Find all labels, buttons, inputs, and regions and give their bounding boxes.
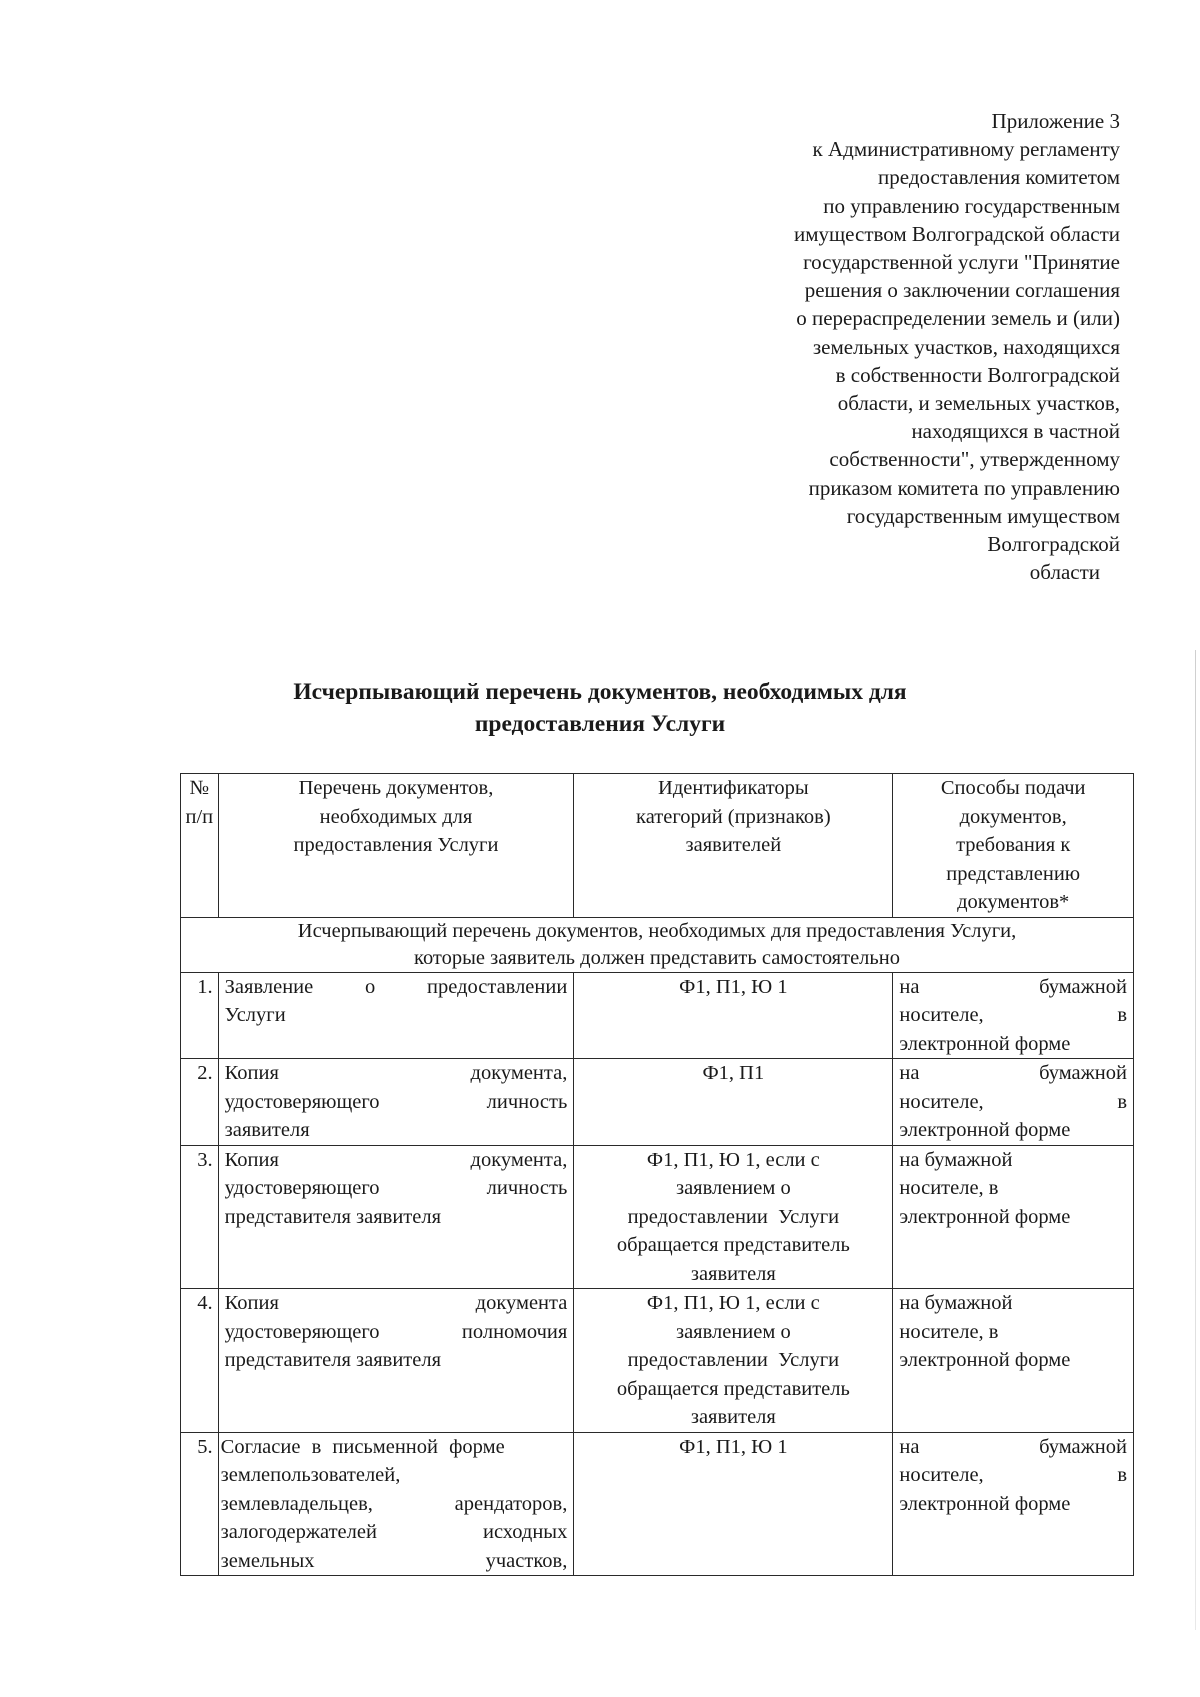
header-line: государственной услуги "Принятие xyxy=(803,250,1120,275)
identifier-line: Ф1, П1, Ю 1 xyxy=(679,1435,788,1458)
row-document-line: Услуги xyxy=(224,1004,286,1026)
word: полномочия xyxy=(461,1320,568,1343)
word: носителе, xyxy=(899,1464,984,1486)
submission-line: электронной форме xyxy=(899,1032,1071,1055)
header-text: Способы подачи xyxy=(940,777,1086,799)
identifier-line: Ф1, П1, Ю 1, если с xyxy=(646,1292,820,1314)
header-line: по управлению государственным xyxy=(823,193,1120,218)
word: Заявление xyxy=(224,975,314,998)
word: удостоверяющего xyxy=(224,1177,380,1199)
appendix-header xyxy=(700,107,1120,586)
scan-edge-line xyxy=(1195,650,1196,1630)
submission-line: электронной форме xyxy=(899,1205,1071,1228)
submission-line xyxy=(899,1433,1127,1462)
header-text: заявителей xyxy=(685,834,782,856)
row-identifiers xyxy=(574,1059,893,1146)
header-text: необходимых для xyxy=(319,805,473,828)
submission-line: носителе, в xyxy=(899,1177,999,1199)
word: о xyxy=(365,975,376,998)
section-row xyxy=(181,917,1134,972)
submission-line xyxy=(899,1088,1127,1117)
identifier-line: Ф1, П1, Ю 1 xyxy=(679,975,788,998)
row-document-line xyxy=(225,1289,568,1318)
word: бумажной xyxy=(1039,1435,1127,1458)
submission-line: носителе, в xyxy=(899,1320,999,1343)
title-line-1: Исчерпывающий перечень документов, необходимых для xyxy=(293,679,907,705)
row-number: 1. xyxy=(181,972,219,1059)
row-document-line xyxy=(225,1318,568,1347)
header-text: документов, xyxy=(959,805,1067,828)
word: документа xyxy=(475,1292,568,1314)
header-submission-ways xyxy=(893,774,1134,918)
word: бумажной xyxy=(1039,1062,1127,1084)
header-text: № xyxy=(189,777,210,799)
title-line-2: предоставления Услуги xyxy=(474,711,726,737)
row-document-line xyxy=(221,1433,568,1462)
row-document-line: заявителя xyxy=(224,1119,310,1141)
row-document-line xyxy=(225,1174,568,1203)
word: документа, xyxy=(470,1062,568,1084)
table-row xyxy=(181,1145,1134,1289)
word: Копия xyxy=(224,1292,279,1314)
section-line: Исчерпывающий перечень документов, необходимых для предоставления Услуги, xyxy=(297,919,1017,942)
word: залогодержателей xyxy=(220,1521,377,1543)
word: личность xyxy=(486,1177,568,1199)
identifier-line: заявителя xyxy=(690,1262,776,1285)
section-line: которые заявитель должен представить самостоятельно xyxy=(414,946,900,969)
submission-line xyxy=(899,1001,1127,1030)
row-document xyxy=(218,1432,574,1576)
word: удостоверяющего xyxy=(224,1320,380,1343)
word: на xyxy=(899,1062,920,1084)
identifier-line: заявлением о xyxy=(675,1177,791,1199)
row-document xyxy=(218,1289,574,1433)
header-num xyxy=(181,774,219,918)
identifier-line: Ф1, П1, Ю 1, если с xyxy=(646,1148,820,1171)
header-line: государственным имуществом xyxy=(846,503,1120,528)
table-row xyxy=(181,1432,1134,1576)
header-text: п/п xyxy=(185,805,214,828)
header-text: Идентификаторы xyxy=(658,777,809,799)
word: на xyxy=(899,1435,920,1458)
word: исходных xyxy=(482,1521,568,1543)
row-identifiers xyxy=(574,1145,893,1289)
word: участков, xyxy=(485,1549,568,1572)
submission-line xyxy=(899,1461,1127,1490)
header-text: предоставления Услуги xyxy=(293,834,499,856)
identifier-line: предоставлении Услуги xyxy=(627,1349,840,1371)
header-line: собственности", утвержденному xyxy=(829,447,1120,472)
header-line: приказом комитета по управлению xyxy=(808,475,1120,500)
identifier-line: предоставлении Услуги xyxy=(627,1205,840,1228)
word: предоставлении xyxy=(427,975,568,998)
header-line: Приложение 3 xyxy=(991,109,1120,133)
row-number: 2. xyxy=(181,1059,219,1146)
word: бумажной xyxy=(1039,975,1127,998)
header-line: в собственности Волгоградской xyxy=(835,362,1120,387)
word: арендаторов, xyxy=(454,1492,568,1515)
header-text: категорий (признаков) xyxy=(636,805,831,828)
word: удостоверяющего xyxy=(224,1090,380,1113)
header-line: предоставления комитетом xyxy=(878,165,1120,190)
row-document-line xyxy=(225,1146,568,1175)
row-submission xyxy=(893,1289,1134,1433)
word: в xyxy=(1117,1004,1127,1026)
row-identifiers xyxy=(574,1432,893,1576)
table-row xyxy=(181,972,1134,1059)
word: Копия xyxy=(224,1062,279,1084)
header-line: Волгоградской xyxy=(987,532,1120,557)
word: документа, xyxy=(470,1148,568,1171)
table-row xyxy=(181,1289,1134,1433)
submission-line: на бумажной xyxy=(899,1148,1013,1171)
word: Копия xyxy=(224,1148,279,1171)
word: земельных xyxy=(220,1549,315,1572)
row-submission xyxy=(893,1059,1134,1146)
submission-line: электронной форме xyxy=(899,1349,1071,1371)
word: личность xyxy=(486,1090,568,1113)
row-number: 4. xyxy=(181,1289,219,1433)
header-line: области xyxy=(1029,560,1100,585)
identifier-line: Ф1, П1 xyxy=(702,1062,765,1084)
documents-table xyxy=(180,773,1134,1576)
table-row xyxy=(181,1059,1134,1146)
table-header-row xyxy=(181,774,1134,918)
submission-line xyxy=(899,973,1127,1002)
row-document xyxy=(218,1145,574,1289)
header-line: решения о заключении соглашения xyxy=(804,278,1120,303)
submission-line: электронной форме xyxy=(899,1119,1071,1141)
section-cell xyxy=(181,917,1134,972)
document-title xyxy=(180,676,1020,740)
word: носителе, xyxy=(899,1004,984,1026)
row-document-line xyxy=(221,1547,568,1576)
row-number: 3. xyxy=(181,1145,219,1289)
word: в xyxy=(1117,1464,1127,1486)
row-identifiers xyxy=(574,972,893,1059)
word: носителе, xyxy=(899,1090,984,1113)
identifier-line: обращается представитель xyxy=(616,1377,850,1400)
identifier-line: заявлением о xyxy=(675,1320,791,1343)
row-submission xyxy=(893,972,1134,1059)
row-submission xyxy=(893,1432,1134,1576)
row-document-line: представителя заявителя xyxy=(224,1349,442,1371)
submission-line: электронной форме xyxy=(899,1492,1071,1515)
row-document-line xyxy=(221,1518,568,1547)
row-identifiers xyxy=(574,1289,893,1433)
row-document-line xyxy=(225,1059,568,1088)
word: на xyxy=(899,975,920,998)
header-line: находящихся в частной xyxy=(911,419,1120,444)
submission-line xyxy=(899,1059,1127,1088)
header-line: области, и земельных участков, xyxy=(837,391,1120,416)
identifier-line: обращается представитель xyxy=(616,1234,850,1256)
header-line: к Административному регламенту xyxy=(812,137,1120,162)
header-identifiers xyxy=(574,774,893,918)
row-number: 5. xyxy=(181,1432,219,1576)
word: Согласие в письменной форме xyxy=(220,1435,505,1458)
row-document-line xyxy=(221,1490,568,1519)
header-line: о перераспределении земель и (или) xyxy=(796,306,1120,331)
header-line: имуществом Волгоградской области xyxy=(793,221,1120,246)
word: в xyxy=(1117,1090,1127,1113)
row-document-line: землепользователей, xyxy=(220,1464,401,1486)
row-document xyxy=(218,972,574,1059)
header-text: документов* xyxy=(957,891,1070,913)
header-line: земельных участков, находящихся xyxy=(812,334,1120,359)
header-text: представлению xyxy=(946,862,1081,885)
row-document-line: представителя заявителя xyxy=(224,1205,442,1228)
identifier-line: заявителя xyxy=(690,1406,776,1428)
row-document-line xyxy=(225,1088,568,1117)
row-document-line xyxy=(225,973,568,1002)
row-document xyxy=(218,1059,574,1146)
header-documents xyxy=(218,774,574,918)
submission-line: на бумажной xyxy=(899,1292,1013,1314)
header-text: требования к xyxy=(956,834,1071,856)
word: землевладельцев, xyxy=(220,1492,373,1515)
header-text: Перечень документов, xyxy=(298,777,494,799)
row-submission xyxy=(893,1145,1134,1289)
